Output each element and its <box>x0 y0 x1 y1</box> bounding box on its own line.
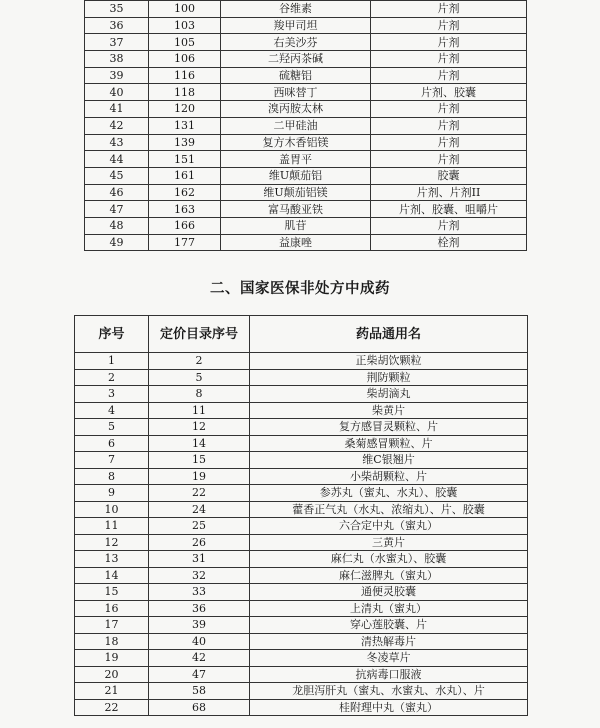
table-row <box>75 501 528 518</box>
cell-no: 21 <box>75 683 149 700</box>
cell-no: 17 <box>75 617 149 634</box>
table-row <box>75 551 528 568</box>
table-row <box>75 584 528 601</box>
cell-catalog-no: 42 <box>149 650 250 667</box>
cell-catalog-no: 105 <box>149 34 221 51</box>
cell-no: 10 <box>75 501 149 518</box>
cell-catalog-no: 32 <box>149 567 250 584</box>
table-row <box>75 452 528 469</box>
drug-list-table-body <box>75 353 528 716</box>
cell-drug-name: 三黄片 <box>250 534 528 551</box>
cell-dosage-form: 片剂 <box>371 34 527 51</box>
table-row <box>75 485 528 502</box>
cell-catalog-no: 162 <box>149 184 221 201</box>
cell-catalog-no: 2 <box>149 353 250 370</box>
cell-catalog-no: 14 <box>149 435 250 452</box>
cell-no: 12 <box>75 534 149 551</box>
cell-drug-name: 维C银翘片 <box>250 452 528 469</box>
table-row <box>75 534 528 551</box>
drug-list-table-tcm <box>74 315 528 716</box>
cell-drug-name: 六合定中丸（蜜丸） <box>250 518 528 535</box>
cell-catalog-no: 40 <box>149 633 250 650</box>
cell-no: 48 <box>85 217 149 234</box>
cell-dosage-form: 片剂 <box>371 67 527 84</box>
cell-drug-name: 正柴胡饮颗粒 <box>250 353 528 370</box>
table-row <box>75 468 528 485</box>
table-row <box>85 117 527 134</box>
table-row <box>85 151 527 168</box>
cell-drug-name: 参苏丸（蜜丸、水丸）、胶囊 <box>250 485 528 502</box>
table-row <box>75 402 528 419</box>
cell-catalog-no: 120 <box>149 101 221 118</box>
cell-drug-name: 溴丙胺太林 <box>221 101 371 118</box>
cell-drug-name: 盖胃平 <box>221 151 371 168</box>
cell-drug-name: 藿香正气丸（水丸、浓缩丸）、片、胶囊 <box>250 501 528 518</box>
table-row <box>85 217 527 234</box>
table-row <box>85 184 527 201</box>
cell-drug-name: 上清丸（蜜丸） <box>250 600 528 617</box>
cell-catalog-no: 106 <box>149 51 221 68</box>
cell-catalog-no: 15 <box>149 452 250 469</box>
cell-catalog-no: 103 <box>149 17 221 34</box>
cell-drug-name: 龙胆泻肝丸（蜜丸、水蜜丸、水丸）、片 <box>250 683 528 700</box>
cell-no: 36 <box>85 17 149 34</box>
cell-no: 20 <box>75 666 149 683</box>
cell-catalog-no: 118 <box>149 84 221 101</box>
cell-catalog-no: 8 <box>149 386 250 403</box>
cell-drug-name: 复方木香铝镁 <box>221 134 371 151</box>
cell-dosage-form: 栓剂 <box>371 234 527 251</box>
cell-no: 42 <box>85 117 149 134</box>
cell-drug-name: 柴黄片 <box>250 402 528 419</box>
cell-drug-name: 硫糖铝 <box>221 67 371 84</box>
cell-no: 5 <box>75 419 149 436</box>
cell-drug-name: 麻仁丸（水蜜丸）、胶囊 <box>250 551 528 568</box>
table-row <box>85 17 527 34</box>
table-row <box>75 567 528 584</box>
table-row <box>85 34 527 51</box>
cell-no: 37 <box>85 34 149 51</box>
cell-catalog-no: 5 <box>149 369 250 386</box>
cell-catalog-no: 177 <box>149 234 221 251</box>
cell-no: 43 <box>85 134 149 151</box>
table-row <box>85 67 527 84</box>
cell-drug-name: 富马酸亚铁 <box>221 201 371 218</box>
cell-no: 49 <box>85 234 149 251</box>
cell-no: 40 <box>85 84 149 101</box>
table-row <box>85 134 527 151</box>
cell-no: 45 <box>85 167 149 184</box>
cell-drug-name: 羧甲司坦 <box>221 17 371 34</box>
table-row <box>85 1 527 18</box>
cell-no: 46 <box>85 184 149 201</box>
cell-no: 2 <box>75 369 149 386</box>
cell-drug-name: 麻仁滋脾丸（蜜丸） <box>250 567 528 584</box>
cell-catalog-no: 24 <box>149 501 250 518</box>
table-row <box>75 683 528 700</box>
cell-catalog-no: 36 <box>149 600 250 617</box>
cell-catalog-no: 58 <box>149 683 250 700</box>
drug-list-table-western <box>84 0 527 251</box>
table-row <box>75 650 528 667</box>
cell-no: 14 <box>75 567 149 584</box>
cell-drug-name: 穿心莲胶囊、片 <box>250 617 528 634</box>
table-row <box>75 600 528 617</box>
table-row <box>85 84 527 101</box>
header-catalog-no: 定价目录序号 <box>149 316 250 353</box>
cell-catalog-no: 166 <box>149 217 221 234</box>
cell-drug-name: 冬凌草片 <box>250 650 528 667</box>
cell-no: 9 <box>75 485 149 502</box>
cell-catalog-no: 116 <box>149 67 221 84</box>
cell-dosage-form: 胶囊 <box>371 167 527 184</box>
table-row <box>75 419 528 436</box>
cell-catalog-no: 19 <box>149 468 250 485</box>
cell-no: 39 <box>85 67 149 84</box>
cell-drug-name: 通便灵胶囊 <box>250 584 528 601</box>
table-header-row <box>75 316 528 353</box>
table-row <box>75 386 528 403</box>
cell-catalog-no: 31 <box>149 551 250 568</box>
cell-no: 6 <box>75 435 149 452</box>
cell-no: 35 <box>85 1 149 18</box>
table-row <box>85 167 527 184</box>
cell-no: 7 <box>75 452 149 469</box>
cell-catalog-no: 33 <box>149 584 250 601</box>
cell-no: 38 <box>85 51 149 68</box>
cell-drug-name: 右美沙芬 <box>221 34 371 51</box>
cell-catalog-no: 39 <box>149 617 250 634</box>
cell-dosage-form: 片剂 <box>371 151 527 168</box>
cell-drug-name: 清热解毒片 <box>250 633 528 650</box>
cell-catalog-no: 163 <box>149 201 221 218</box>
cell-no: 41 <box>85 101 149 118</box>
header-no: 序号 <box>75 316 149 353</box>
cell-drug-name: 维U颠茄铝 <box>221 167 371 184</box>
table-row <box>75 699 528 716</box>
cell-catalog-no: 139 <box>149 134 221 151</box>
header-drug-name: 药品通用名 <box>250 316 528 353</box>
cell-drug-name: 谷维素 <box>221 1 371 18</box>
cell-drug-name: 荆防颗粒 <box>250 369 528 386</box>
table-row <box>75 435 528 452</box>
cell-dosage-form: 片剂 <box>371 117 527 134</box>
cell-drug-name: 桑菊感冒颗粒、片 <box>250 435 528 452</box>
cell-drug-name: 维U颠茄铝镁 <box>221 184 371 201</box>
drug-list-table-body <box>85 1 527 251</box>
cell-no: 44 <box>85 151 149 168</box>
cell-no: 8 <box>75 468 149 485</box>
cell-catalog-no: 26 <box>149 534 250 551</box>
cell-drug-name: 西咪替丁 <box>221 84 371 101</box>
cell-drug-name: 复方感冒灵颗粒、片 <box>250 419 528 436</box>
table-row <box>75 369 528 386</box>
table-row <box>75 518 528 535</box>
cell-catalog-no: 151 <box>149 151 221 168</box>
cell-dosage-form: 片剂 <box>371 17 527 34</box>
cell-no: 22 <box>75 699 149 716</box>
cell-no: 1 <box>75 353 149 370</box>
cell-no: 3 <box>75 386 149 403</box>
cell-catalog-no: 11 <box>149 402 250 419</box>
cell-catalog-no: 161 <box>149 167 221 184</box>
cell-drug-name: 二甲硅油 <box>221 117 371 134</box>
cell-catalog-no: 12 <box>149 419 250 436</box>
table-row <box>75 617 528 634</box>
cell-catalog-no: 68 <box>149 699 250 716</box>
cell-no: 47 <box>85 201 149 218</box>
cell-dosage-form: 片剂、胶囊 <box>371 84 527 101</box>
cell-catalog-no: 22 <box>149 485 250 502</box>
table-row <box>85 101 527 118</box>
cell-dosage-form: 片剂 <box>371 134 527 151</box>
table-row <box>75 666 528 683</box>
cell-catalog-no: 131 <box>149 117 221 134</box>
table-row <box>85 234 527 251</box>
table-row <box>75 633 528 650</box>
cell-no: 18 <box>75 633 149 650</box>
cell-drug-name: 肌苷 <box>221 217 371 234</box>
cell-dosage-form: 片剂 <box>371 217 527 234</box>
cell-no: 19 <box>75 650 149 667</box>
table-row <box>85 201 527 218</box>
cell-catalog-no: 100 <box>149 1 221 18</box>
table-row <box>75 353 528 370</box>
cell-no: 16 <box>75 600 149 617</box>
cell-drug-name: 益康唑 <box>221 234 371 251</box>
cell-dosage-form: 片剂、片剂II <box>371 184 527 201</box>
cell-no: 15 <box>75 584 149 601</box>
cell-dosage-form: 片剂、胶囊、咀嚼片 <box>371 201 527 218</box>
cell-catalog-no: 25 <box>149 518 250 535</box>
cell-drug-name: 二羟丙茶碱 <box>221 51 371 68</box>
cell-dosage-form: 片剂 <box>371 51 527 68</box>
cell-drug-name: 桂附理中丸（蜜丸） <box>250 699 528 716</box>
cell-drug-name: 柴胡滴丸 <box>250 386 528 403</box>
table-row <box>85 51 527 68</box>
cell-no: 13 <box>75 551 149 568</box>
section-title: 二、国家医保非处方中成药 <box>210 281 390 297</box>
cell-no: 11 <box>75 518 149 535</box>
cell-dosage-form: 片剂 <box>371 101 527 118</box>
cell-dosage-form: 片剂 <box>371 1 527 18</box>
cell-no: 4 <box>75 402 149 419</box>
cell-drug-name: 小柴胡颗粒、片 <box>250 468 528 485</box>
cell-catalog-no: 47 <box>149 666 250 683</box>
cell-drug-name: 抗病毒口服液 <box>250 666 528 683</box>
